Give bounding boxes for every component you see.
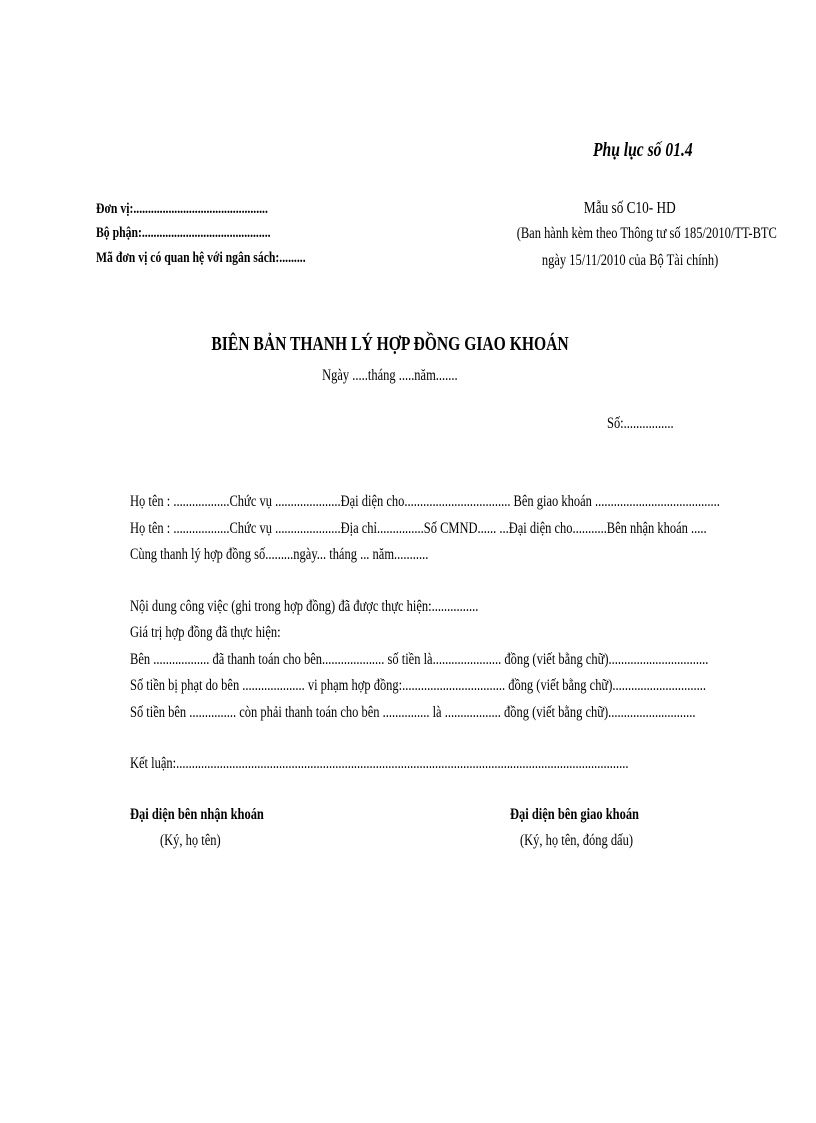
assigner-signature-note: (Ký, họ tên, đóng dấu) [520,832,633,849]
form-code: Mẫu số C10- HD [584,198,676,217]
department-field: Bộ phận:............................................ [96,225,271,241]
party-b-line: Họ tên : ..................Chức vụ .....................Địa chỉ...............Số CMND...... ...Đại diện cho...........Bên nhận khoán ..... [130,520,707,537]
issued-date-note: ngày 15/11/2010 của Bộ Tài chính) [541,252,719,269]
receiver-signature-title: Đại diện bên nhận khoán [130,806,264,823]
contract-line: Cùng thanh lý hợp đồng số.........ngày... tháng ... năm........... [130,546,429,563]
issued-under-note: (Ban hành kèm theo Thông tư số 185/2010/TT-BTC [516,225,777,242]
receiver-signature-note: (Ký, họ tên) [160,832,221,849]
document-title: BIÊN BẢN THANH LÝ HỢP ĐỒNG GIAO KHOÁN [211,333,569,355]
assigner-signature-title: Đại diện bên giao khoán [510,806,640,823]
unit-field: Đơn vị:.............................................. [96,201,268,217]
remaining-line: Số tiền bên ............... còn phải thanh toán cho bên ............... là .................. đồng (viết bằng chữ)............................ [130,704,696,721]
document-number: Số:................ [607,415,674,432]
appendix-label: Phụ lục số 01.4 [593,139,693,161]
contract-value-line: Giá trị hợp đồng đã thực hiện: [130,624,281,641]
payment-line: Bên .................. đã thanh toán cho bên.................... số tiền là...................... đồng (viết bằng chữ)................................ [130,651,709,668]
penalty-line: Số tiền bị phạt do bên .................... vi phạm hợp đồng:................................. đồng (viết bằng chữ).............................. [130,677,706,694]
budget-code-field: Mã đơn vị có quan hệ với ngân sách:......... [96,250,306,266]
work-content-line: Nội dung công việc (ghi trong hợp đồng) đã được thực hiện:............... [130,598,479,615]
document-date: Ngày .....tháng .....năm....... [322,367,458,384]
party-a-line: Họ tên : ..................Chức vụ .....................Đại diện cho.................................. Bên giao khoán ........................................ [130,493,720,510]
conclusion-line: Kết luận:................................................................................................................................................. [130,755,629,772]
